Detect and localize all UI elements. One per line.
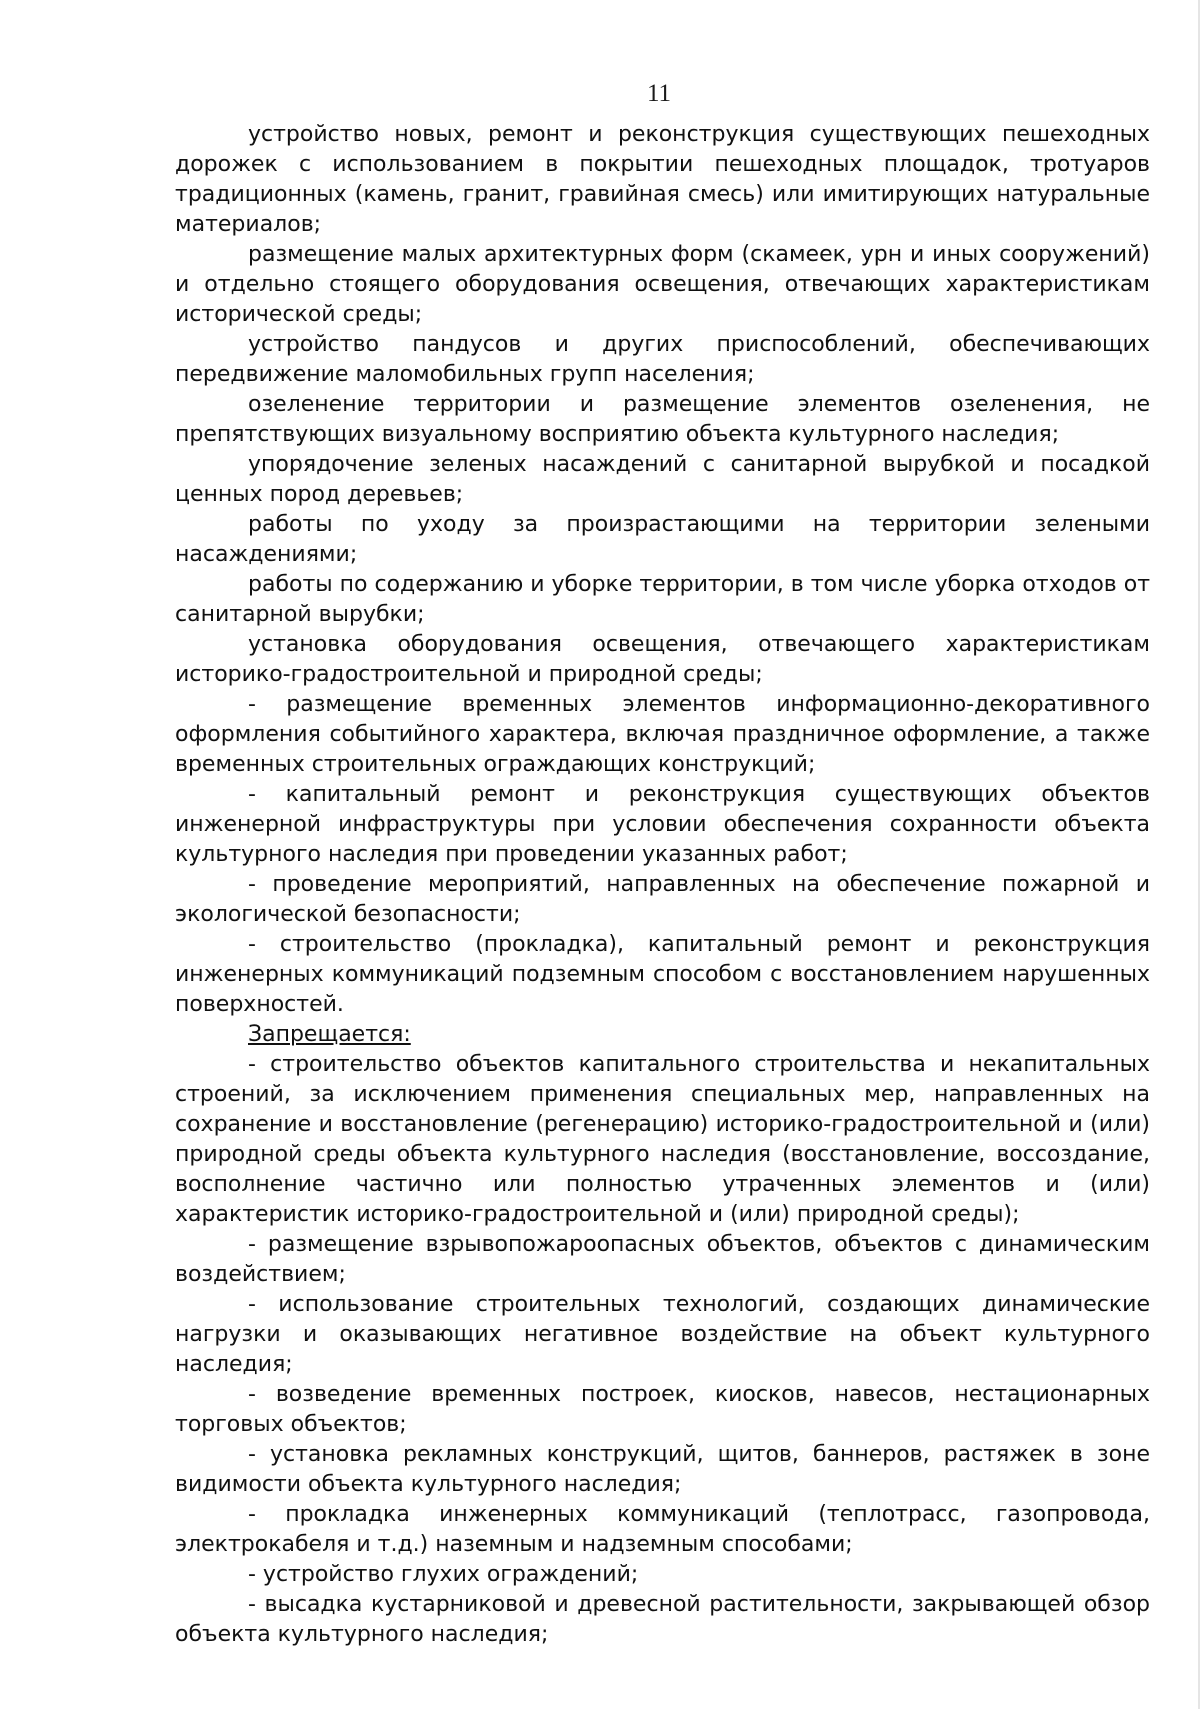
paragraph: - размещение взрывопожароопасных объектов, объектов с динамическим воздействием; (175, 1232, 1150, 1287)
paragraph: - строительство объектов капитального строительства и некапитальных строений, за исключением применения специальных мер, направленных на сохранение и восстановление (регенерацию) историко-градостроительной и (или) природной среды объекта культурного наследия (восстановление, воссоздание, восполнение частично или полностью утраченных элементов и (или) характеристик историко-градостроительной и (или) природной среды); (175, 1052, 1150, 1227)
paragraph: - размещение временных элементов информационно-декоративного оформления событийного характера, включая праздничное оформление, а также временных строительных ограждающих конструкций; (175, 692, 1150, 777)
paragraph: устройство новых, ремонт и реконструкция существующих пешеходных дорожек с использованием в покрытии пешеходных площадок, тротуаров традиционных (камень, гранит, гравийная смесь) или имитирующих натуральные материалов; (175, 122, 1150, 237)
paragraph: работы по содержанию и уборке территории, в том числе уборка отходов от санитарной вырубки; (175, 572, 1151, 627)
paragraph: - проведение мероприятий, направленных на обеспечение пожарной и экологической безопасности; (175, 872, 1150, 927)
paragraph: устройство пандусов и других приспособлений, обеспечивающих передвижение маломобильных групп населения; (175, 332, 1150, 387)
prohibited-heading (175, 1020, 1150, 1050)
paragraph: работы по уходу за произрастающими на территории зелеными насаждениями; (175, 512, 1150, 567)
paragraph: - высадка кустарниковой и древесной растительности, закрывающей обзор объекта культурного наследия; (175, 1592, 1150, 1647)
paragraph: - возведение временных построек, киосков, навесов, нестационарных торговых объектов; (175, 1382, 1150, 1437)
paragraph: - прокладка инженерных коммуникаций (теплотрасс, газопровода, электрокабеля и т.д.) наземным и надземным способами; (175, 1502, 1150, 1557)
page-number: 11 (646, 80, 672, 107)
paragraph: озеленение территории и размещение элементов озеленения, не препятствующих визуальному восприятию объекта культурного наследия; (175, 392, 1150, 447)
paragraph: упорядочение зеленых насаждений с санитарной вырубкой и посадкой ценных пород деревьев; (175, 452, 1150, 507)
prohibited-heading-text: Запрещается: (248, 1022, 411, 1047)
paragraph: - устройство глухих ограждений; (248, 1562, 639, 1587)
paragraph: размещение малых архитектурных форм (скамеек, урн и иных сооружений) и отдельно стоящего оборудования освещения, отвечающих характеристикам исторической среды; (175, 242, 1150, 327)
paragraph: - установка рекламных конструкций, щитов, баннеров, растяжек в зоне видимости объекта культурного наследия; (175, 1442, 1150, 1497)
paragraph: - строительство (прокладка), капитальный ремонт и реконструкция инженерных коммуникаций подземным способом с восстановлением нарушенных поверхностей. (175, 932, 1150, 1017)
paragraph: - использование строительных технологий, создающих динамические нагрузки и оказывающих негативное воздействие на объект культурного наследия; (175, 1292, 1150, 1377)
document-body (175, 120, 1150, 1650)
paragraph: - капитальный ремонт и реконструкция существующих объектов инженерной инфраструктуры при условии обеспечения сохранности объекта культурного наследия при проведении указанных работ; (175, 782, 1150, 867)
paragraph: установка оборудования освещения, отвечающего характеристикам историко-градостроительной и природной среды; (175, 632, 1150, 687)
